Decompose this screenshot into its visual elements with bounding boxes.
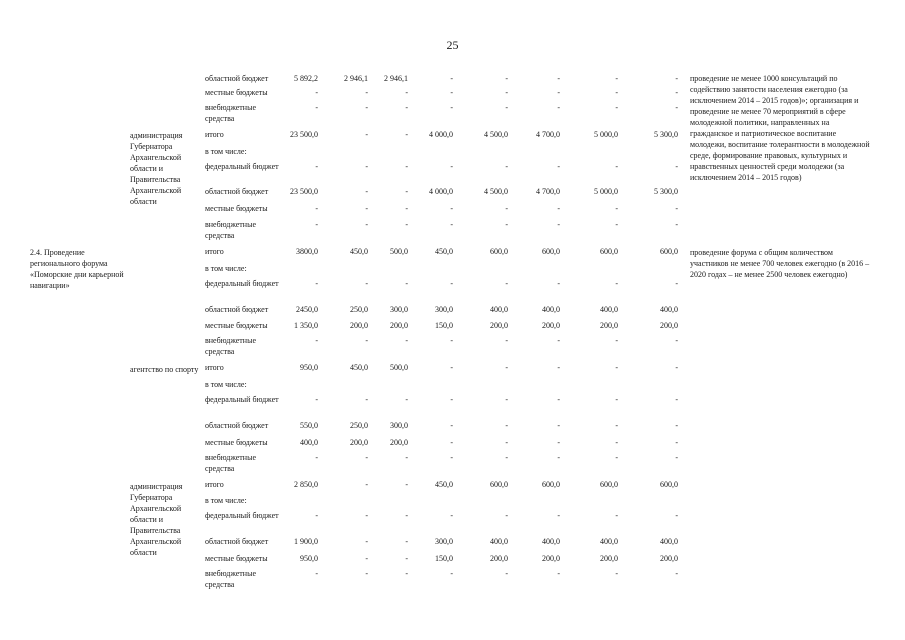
budget-source-label: областной бюджет: [205, 421, 269, 430]
budget-value: 200,0: [390, 438, 408, 447]
budget-source-label: внебюджетные средства: [205, 453, 256, 473]
budget-value: 200,0: [660, 554, 678, 563]
budget-value: -: [365, 395, 368, 404]
budget-value: -: [675, 103, 678, 112]
budget-value: -: [675, 421, 678, 430]
executor-label-3: администрация Губернатора Архангельской области и Правительства Архангельской области: [130, 482, 183, 557]
budget-value: -: [557, 279, 560, 288]
budget-value: -: [405, 453, 408, 462]
budget-value: -: [405, 554, 408, 563]
budget-value: 300,0: [390, 305, 408, 314]
executor-label-1: администрация Губернатора Архангельской области и Правительства Архангельской области: [130, 131, 183, 206]
budget-value: -: [557, 88, 560, 97]
budget-source-label: внебюджетные средства: [205, 336, 256, 356]
budget-value: -: [405, 569, 408, 578]
budget-source-label: в том числе:: [205, 380, 247, 389]
budget-value: 4 000,0: [429, 130, 453, 139]
budget-value: -: [675, 279, 678, 288]
budget-value: -: [615, 220, 618, 229]
budget-value: -: [505, 103, 508, 112]
budget-value: 600,0: [660, 480, 678, 489]
budget-value: -: [557, 569, 560, 578]
budget-value: -: [557, 162, 560, 171]
budget-value: -: [405, 511, 408, 520]
result-text-2: проведение форума с общим количеством участников не менее 700 человек ежегодно (в 2016 – 2020 годах – не менее 2500 человек ежегодно): [690, 248, 870, 279]
budget-value: -: [505, 74, 508, 83]
budget-value: 200,0: [490, 321, 508, 330]
budget-value: -: [615, 204, 618, 213]
budget-value: -: [315, 453, 318, 462]
budget-value: -: [675, 336, 678, 345]
budget-value: -: [405, 187, 408, 196]
budget-value: -: [365, 204, 368, 213]
budget-value: -: [615, 162, 618, 171]
budget-value: -: [505, 395, 508, 404]
budget-value: -: [365, 480, 368, 489]
budget-value: -: [365, 88, 368, 97]
budget-value: -: [675, 74, 678, 83]
budget-value: -: [557, 421, 560, 430]
budget-value: -: [315, 204, 318, 213]
budget-value: -: [405, 204, 408, 213]
budget-source-label: внебюджетные средства: [205, 103, 256, 123]
budget-source-label: в том числе:: [205, 496, 247, 505]
budget-value: 200,0: [542, 321, 560, 330]
budget-value: -: [615, 453, 618, 462]
budget-value: 4 700,0: [536, 130, 560, 139]
budget-source-label: областной бюджет: [205, 537, 269, 546]
budget-value: 600,0: [490, 480, 508, 489]
budget-value: -: [557, 204, 560, 213]
budget-value: -: [557, 363, 560, 372]
budget-value: -: [365, 554, 368, 563]
budget-value: -: [315, 88, 318, 97]
budget-value: 5 300,0: [654, 187, 678, 196]
budget-value: -: [675, 162, 678, 171]
budget-value: -: [365, 511, 368, 520]
budget-source-label: федеральный бюджет: [205, 279, 279, 288]
budget-value: -: [505, 511, 508, 520]
budget-value: 200,0: [542, 554, 560, 563]
budget-value: -: [450, 88, 453, 97]
budget-value: 300,0: [390, 421, 408, 430]
budget-value: 400,0: [660, 305, 678, 314]
budget-value: 23 500,0: [290, 130, 318, 139]
budget-value: 2 946,1: [344, 74, 368, 83]
budget-value: -: [557, 511, 560, 520]
budget-source-label: в том числе:: [205, 147, 247, 156]
budget-value: -: [505, 336, 508, 345]
budget-value: 5 000,0: [594, 187, 618, 196]
budget-value: 200,0: [600, 321, 618, 330]
budget-value: -: [505, 279, 508, 288]
budget-value: -: [615, 363, 618, 372]
budget-value: 3800,0: [296, 247, 318, 256]
budget-value: -: [505, 162, 508, 171]
budget-value: 400,0: [600, 537, 618, 546]
budget-value: 4 700,0: [536, 187, 560, 196]
budget-source-label: итого: [205, 363, 224, 372]
budget-value: 300,0: [435, 305, 453, 314]
budget-value: -: [450, 453, 453, 462]
budget-value: 450,0: [350, 247, 368, 256]
budget-value: -: [450, 103, 453, 112]
budget-value: -: [450, 162, 453, 171]
budget-value: 5 892,2: [294, 74, 318, 83]
budget-value: 600,0: [600, 247, 618, 256]
budget-source-label: федеральный бюджет: [205, 511, 279, 520]
executor-label-2: агентство по спорту: [130, 365, 199, 374]
budget-value: -: [405, 336, 408, 345]
budget-value: -: [405, 480, 408, 489]
budget-value: -: [405, 162, 408, 171]
budget-source-label: местные бюджеты: [205, 438, 268, 447]
budget-value: 1 350,0: [294, 321, 318, 330]
budget-value: -: [450, 438, 453, 447]
budget-value: -: [675, 438, 678, 447]
budget-value: -: [315, 336, 318, 345]
budget-source-label: внебюджетные средства: [205, 220, 256, 240]
budget-value: -: [505, 204, 508, 213]
budget-source-label: областной бюджет: [205, 74, 269, 83]
budget-value: -: [405, 395, 408, 404]
event-label-2-4: 2.4. Проведение регионального форума «Поморские дни карьерной навигации»: [30, 248, 124, 290]
budget-value: -: [365, 336, 368, 345]
budget-value: -: [315, 279, 318, 288]
budget-value: -: [615, 438, 618, 447]
budget-source-label: итого: [205, 480, 224, 489]
budget-value: 400,0: [490, 305, 508, 314]
budget-value: 450,0: [350, 363, 368, 372]
budget-value: -: [450, 395, 453, 404]
budget-value: 400,0: [600, 305, 618, 314]
budget-source-label: местные бюджеты: [205, 321, 268, 330]
budget-value: 500,0: [390, 247, 408, 256]
budget-value: 600,0: [490, 247, 508, 256]
budget-value: 1 900,0: [294, 537, 318, 546]
budget-value: 600,0: [600, 480, 618, 489]
budget-value: -: [365, 220, 368, 229]
budget-value: -: [557, 74, 560, 83]
budget-value: -: [675, 395, 678, 404]
budget-value: -: [450, 74, 453, 83]
budget-value: -: [615, 88, 618, 97]
budget-value: -: [615, 569, 618, 578]
budget-value: -: [315, 395, 318, 404]
budget-value: 400,0: [490, 537, 508, 546]
budget-value: -: [365, 279, 368, 288]
budget-value: -: [365, 453, 368, 462]
budget-value: -: [675, 363, 678, 372]
budget-value: -: [450, 569, 453, 578]
budget-value: 2450,0: [296, 305, 318, 314]
budget-source-label: внебюджетные средства: [205, 569, 256, 589]
budget-value: -: [505, 453, 508, 462]
budget-value: -: [615, 511, 618, 520]
budget-value: -: [615, 336, 618, 345]
budget-value: 200,0: [350, 321, 368, 330]
budget-value: 600,0: [660, 247, 678, 256]
budget-value: -: [405, 130, 408, 139]
budget-source-label: местные бюджеты: [205, 88, 268, 97]
budget-value: 500,0: [390, 363, 408, 372]
budget-value: 450,0: [435, 480, 453, 489]
budget-value: -: [405, 220, 408, 229]
budget-value: -: [615, 395, 618, 404]
budget-value: -: [557, 103, 560, 112]
budget-value: -: [675, 453, 678, 462]
budget-value: 200,0: [490, 554, 508, 563]
budget-value: -: [557, 336, 560, 345]
budget-value: -: [675, 88, 678, 97]
budget-value: 400,0: [542, 305, 560, 314]
budget-value: -: [505, 421, 508, 430]
budget-value: -: [365, 537, 368, 546]
budget-value: 950,0: [300, 554, 318, 563]
budget-value: -: [315, 162, 318, 171]
budget-value: -: [405, 537, 408, 546]
budget-value: -: [505, 569, 508, 578]
budget-value: 150,0: [435, 321, 453, 330]
budget-source-label: в том числе:: [205, 264, 247, 273]
budget-value: 2 946,1: [384, 74, 408, 83]
budget-value: -: [365, 162, 368, 171]
budget-value: -: [450, 204, 453, 213]
budget-value: 5 000,0: [594, 130, 618, 139]
budget-value: -: [315, 220, 318, 229]
budget-value: -: [450, 363, 453, 372]
budget-value: -: [450, 279, 453, 288]
budget-value: 250,0: [350, 421, 368, 430]
budget-source-label: местные бюджеты: [205, 204, 268, 213]
budget-source-label: областной бюджет: [205, 305, 269, 314]
budget-value: -: [557, 395, 560, 404]
budget-value: -: [505, 363, 508, 372]
budget-value: 950,0: [300, 363, 318, 372]
budget-value: -: [505, 438, 508, 447]
budget-value: 4 000,0: [429, 187, 453, 196]
budget-value: 550,0: [300, 421, 318, 430]
budget-value: 4 500,0: [484, 130, 508, 139]
budget-value: -: [615, 421, 618, 430]
budget-value: -: [450, 336, 453, 345]
budget-value: 600,0: [542, 480, 560, 489]
budget-value: 5 300,0: [654, 130, 678, 139]
budget-value: -: [675, 511, 678, 520]
budget-value: 250,0: [350, 305, 368, 314]
budget-value: -: [365, 130, 368, 139]
budget-value: -: [675, 204, 678, 213]
budget-source-label: местные бюджеты: [205, 554, 268, 563]
result-text-1: проведение не менее 1000 консультаций по содействию занятости населения ежегодно (за исключением 2014 – 2015 годов)»; организация и проведение не менее 70 мероприятий в сфере молодежной политики, направленных на гражданское и патриотическое воспитание молодежи, воспитание толерантности в молодежной среде, формирование правовых, культурных и нравственных ценностей среди молодежи (за исключением 2014 – 2015 годов): [690, 74, 870, 182]
budget-value: -: [405, 88, 408, 97]
budget-value: 200,0: [390, 321, 408, 330]
budget-source-label: федеральный бюджет: [205, 162, 279, 171]
budget-value: -: [405, 279, 408, 288]
budget-value: 150,0: [435, 554, 453, 563]
budget-value: -: [365, 569, 368, 578]
budget-value: 200,0: [600, 554, 618, 563]
budget-value: 400,0: [300, 438, 318, 447]
budget-value: 600,0: [542, 247, 560, 256]
budget-value: 200,0: [660, 321, 678, 330]
budget-value: 4 500,0: [484, 187, 508, 196]
budget-value: 23 500,0: [290, 187, 318, 196]
budget-value: 400,0: [660, 537, 678, 546]
budget-value: -: [557, 453, 560, 462]
budget-value: -: [675, 569, 678, 578]
budget-value: -: [315, 103, 318, 112]
budget-source-label: областной бюджет: [205, 187, 269, 196]
budget-value: -: [557, 220, 560, 229]
budget-value: -: [315, 511, 318, 520]
budget-value: -: [450, 511, 453, 520]
budget-value: -: [315, 569, 318, 578]
budget-value: -: [615, 74, 618, 83]
budget-source-label: итого: [205, 130, 224, 139]
budget-source-label: итого: [205, 247, 224, 256]
budget-value: -: [505, 88, 508, 97]
budget-value: -: [557, 438, 560, 447]
budget-value: 450,0: [435, 247, 453, 256]
budget-value: -: [365, 187, 368, 196]
budget-value: -: [505, 220, 508, 229]
budget-source-label: федеральный бюджет: [205, 395, 279, 404]
page-number: 25: [446, 38, 459, 52]
budget-value: 200,0: [350, 438, 368, 447]
budget-value: -: [365, 103, 368, 112]
budget-value: -: [675, 220, 678, 229]
budget-value: 300,0: [435, 537, 453, 546]
budget-value: -: [615, 279, 618, 288]
budget-value: 2 850,0: [294, 480, 318, 489]
budget-value: -: [450, 421, 453, 430]
budget-value: -: [615, 103, 618, 112]
budget-value: -: [405, 103, 408, 112]
budget-value: 400,0: [542, 537, 560, 546]
budget-value: -: [450, 220, 453, 229]
